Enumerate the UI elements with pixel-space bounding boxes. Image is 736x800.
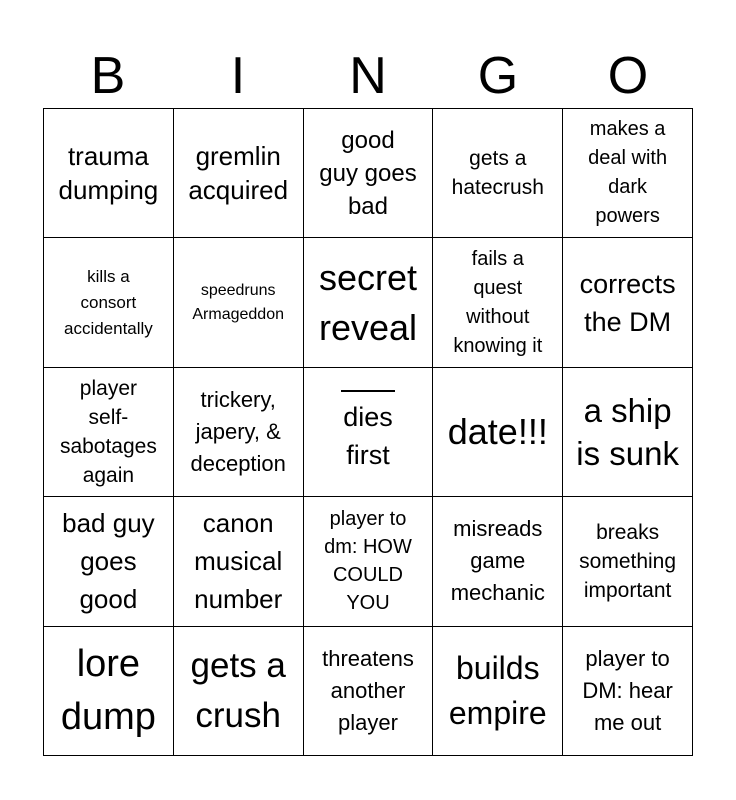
blank-line — [341, 390, 395, 392]
cell-label: breaks something important — [579, 520, 677, 602]
bingo-cell[interactable] — [304, 497, 434, 626]
cell-label: gremlin acquired — [188, 141, 289, 206]
bingo-cell[interactable] — [44, 109, 174, 238]
header-letter-g: G — [477, 47, 519, 105]
cell-label: gets a crush — [190, 645, 286, 735]
cell-label: bad guy goes good — [62, 508, 155, 615]
bingo-cell[interactable] — [174, 497, 304, 626]
bingo-cell[interactable] — [44, 627, 174, 756]
cell-label: kills a consort accidentally — [63, 266, 153, 338]
header-letter-b: B — [90, 47, 126, 105]
cell-label: a ship is sunk — [576, 391, 679, 472]
bingo-cell[interactable] — [44, 497, 174, 626]
bingo-cell[interactable] — [433, 109, 563, 238]
cell-label: threatens another player — [322, 645, 414, 735]
bingo-cell[interactable] — [563, 627, 693, 756]
cell-label: secret reveal — [318, 256, 418, 348]
cell-label: builds empire — [448, 649, 547, 731]
header-letter-o: O — [607, 47, 649, 105]
header-letter-i: I — [230, 47, 246, 105]
bingo-cell[interactable] — [304, 627, 434, 756]
cell-label: corrects the DM — [579, 268, 676, 337]
bingo-header — [43, 44, 693, 108]
bingo-cell[interactable] — [304, 238, 434, 367]
cell-label: date!!! — [447, 410, 548, 452]
bingo-cell[interactable] — [563, 109, 693, 238]
cell-label: dies first — [343, 401, 393, 470]
bingo-cell[interactable] — [433, 627, 563, 756]
bingo-cell[interactable] — [304, 109, 434, 238]
bingo-cell[interactable] — [563, 497, 693, 626]
bingo-cell[interactable] — [44, 368, 174, 497]
bingo-cell[interactable] — [174, 109, 304, 238]
bingo-cell[interactable] — [433, 368, 563, 497]
bingo-cell[interactable] — [433, 497, 563, 626]
bingo-cell[interactable] — [304, 368, 434, 497]
bingo-cell[interactable] — [174, 368, 304, 497]
cell-label: fails a quest without knowing it — [453, 247, 543, 357]
cell-label: misreads game mechanic — [450, 516, 545, 606]
bingo-cell[interactable] — [174, 627, 304, 756]
cell-label: makes a deal with dark powers — [588, 118, 668, 228]
cell-label: canon musical number — [194, 508, 283, 615]
bingo-cell[interactable] — [563, 238, 693, 367]
cell-label: player to dm: HOW COULD YOU — [324, 508, 412, 615]
cell-label: player to DM: hear me out — [582, 645, 673, 735]
bingo-cell[interactable] — [174, 238, 304, 367]
cell-label: player self- sabotages again — [59, 376, 157, 487]
bingo-cell[interactable] — [433, 238, 563, 367]
cell-label: trauma dumping — [58, 141, 159, 206]
cell-label: lore dump — [60, 642, 156, 738]
header-letter-n: N — [349, 47, 387, 105]
cell-label: speedruns Armageddon — [192, 281, 284, 323]
bingo-cell[interactable] — [44, 238, 174, 367]
bingo-cell[interactable] — [563, 368, 693, 497]
cell-label: trickery, japery, & deception — [190, 386, 286, 476]
cell-label: good guy goes bad — [319, 126, 417, 220]
bingo-grid — [43, 108, 693, 756]
cell-label: gets a hatecrush — [451, 147, 544, 200]
